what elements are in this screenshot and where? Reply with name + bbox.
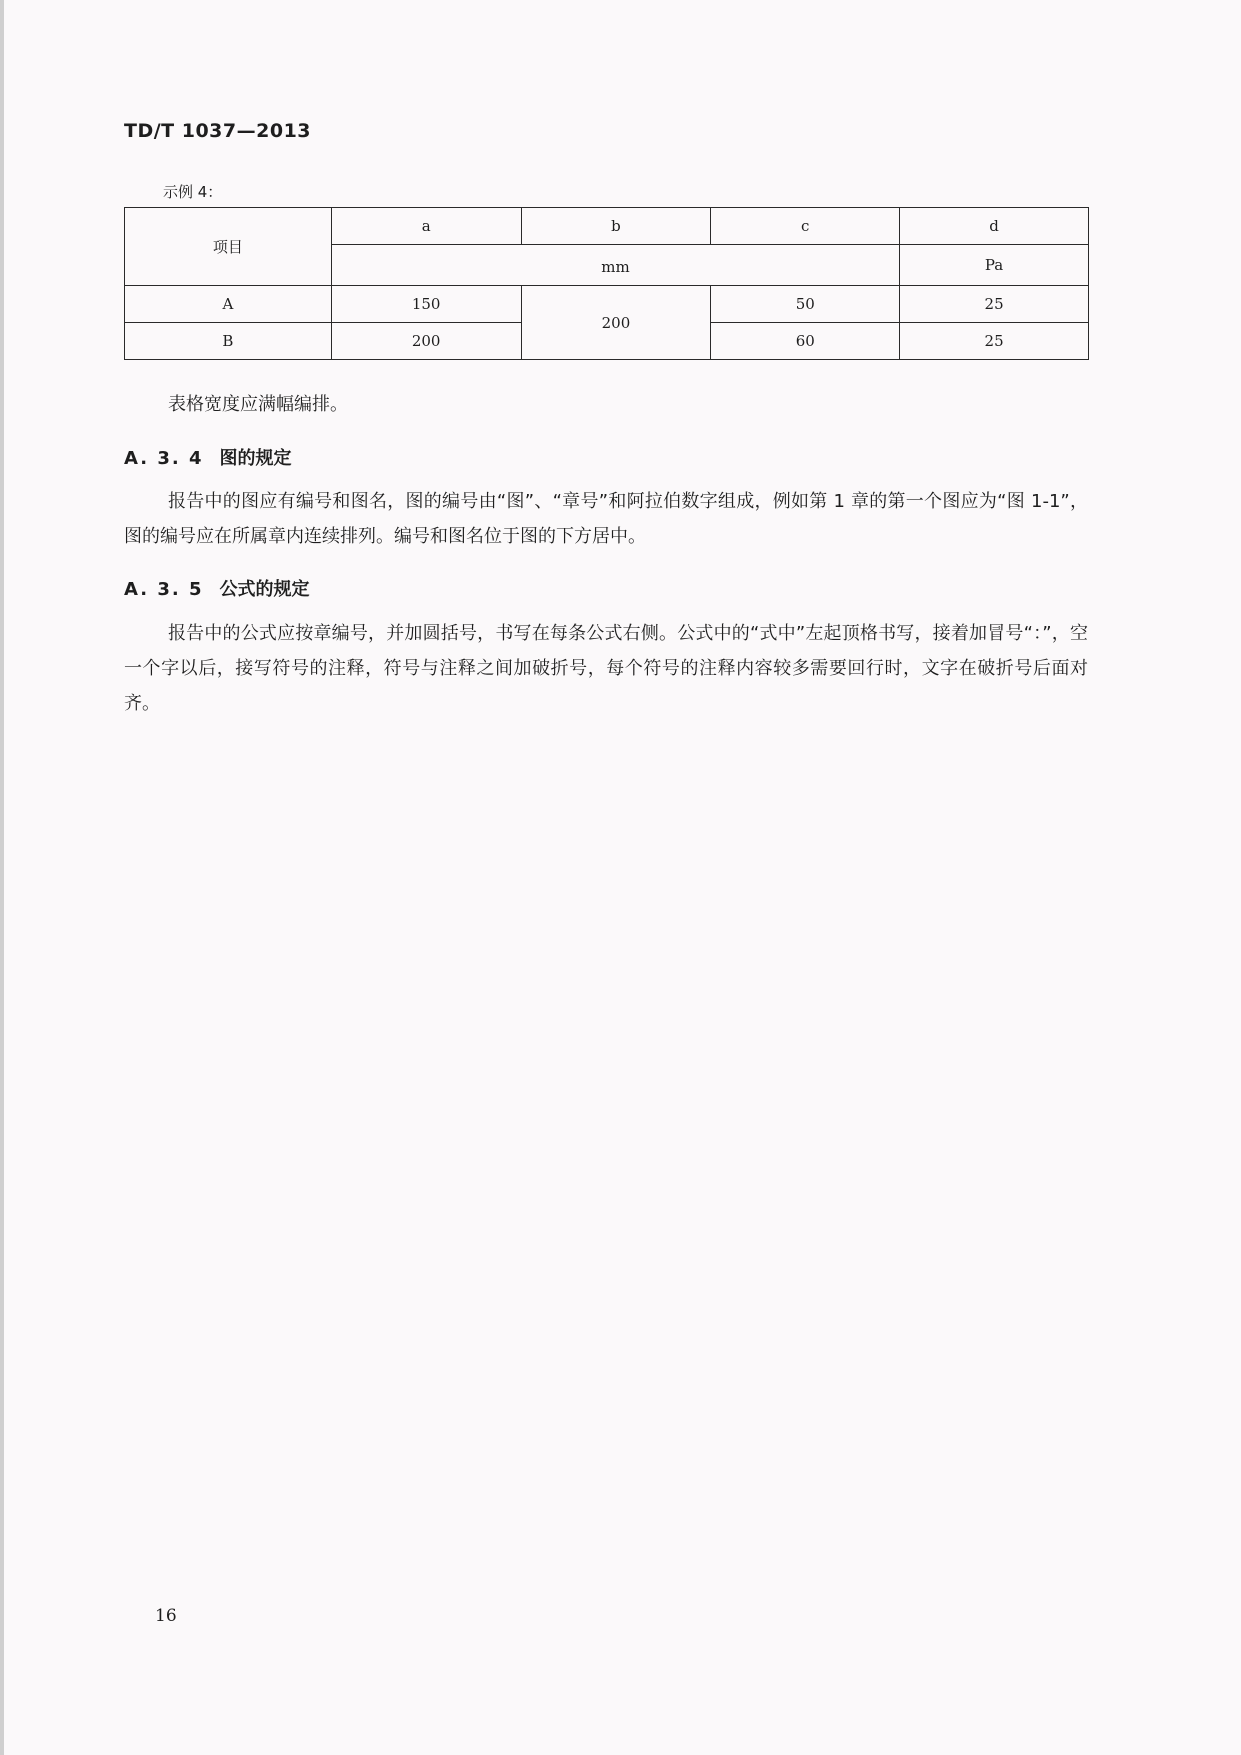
section-a35-body: 报告中的公式应按章编号，并加圆括号，书写在每条公式右侧。公式中的“式中”左起顶格书写，接着加冒号“：”，空一个字以后，接写符号的注释，符号与注释之间加破折号，每个符号的注释内容较多需要回行时，文字在破折号后面对齐。: [124, 623, 1088, 714]
page-edge-shadow: [0, 0, 4, 1755]
table-item-header: 项目: [125, 208, 332, 286]
section-a35-title: 公式的规定: [219, 579, 310, 600]
table-col-d: d: [900, 208, 1089, 245]
section-a35-heading: [124, 575, 310, 601]
table-col-b: b: [521, 208, 711, 245]
table-cell-d: 25: [900, 323, 1089, 360]
section-a34-title: 图的规定: [219, 448, 292, 469]
table-cell-c: 60: [711, 323, 900, 360]
section-a34-body: 报告中的图应有编号和图名，图的编号由“图”、“章号”和阿拉伯数字组成，例如第 1 章的第一个图应为“图 1-1”，图的编号应在所属章内连续排列。编号和图名位于图的下方居中。: [124, 491, 1088, 547]
table-unit-mm: mm: [331, 245, 899, 286]
table-cell-a: 150: [331, 286, 521, 323]
table-width-note: 表格宽度应满幅编排。: [168, 394, 348, 415]
page-number: 16: [155, 1606, 177, 1626]
table-col-c: c: [711, 208, 900, 245]
section-a34-number: A. 3. 4: [124, 448, 204, 469]
standard-code-header: TD/T 1037—2013: [124, 120, 312, 142]
table-header-row: [125, 208, 1089, 245]
table-col-a: a: [331, 208, 521, 245]
table-cell-b-merged: 200: [521, 286, 711, 360]
table-cell-d: 25: [900, 286, 1089, 323]
table-row-name: A: [125, 286, 332, 323]
table-row: [125, 286, 1089, 323]
table-cell-a: 200: [331, 323, 521, 360]
table-row-name: B: [125, 323, 332, 360]
section-a35-number: A. 3. 5: [124, 579, 204, 600]
table-cell-c: 50: [711, 286, 900, 323]
section-a34-heading: [124, 444, 292, 470]
example-table: [124, 207, 1089, 360]
example-label: 示例 4：: [163, 183, 223, 201]
table-unit-pa: Pa: [900, 245, 1089, 286]
